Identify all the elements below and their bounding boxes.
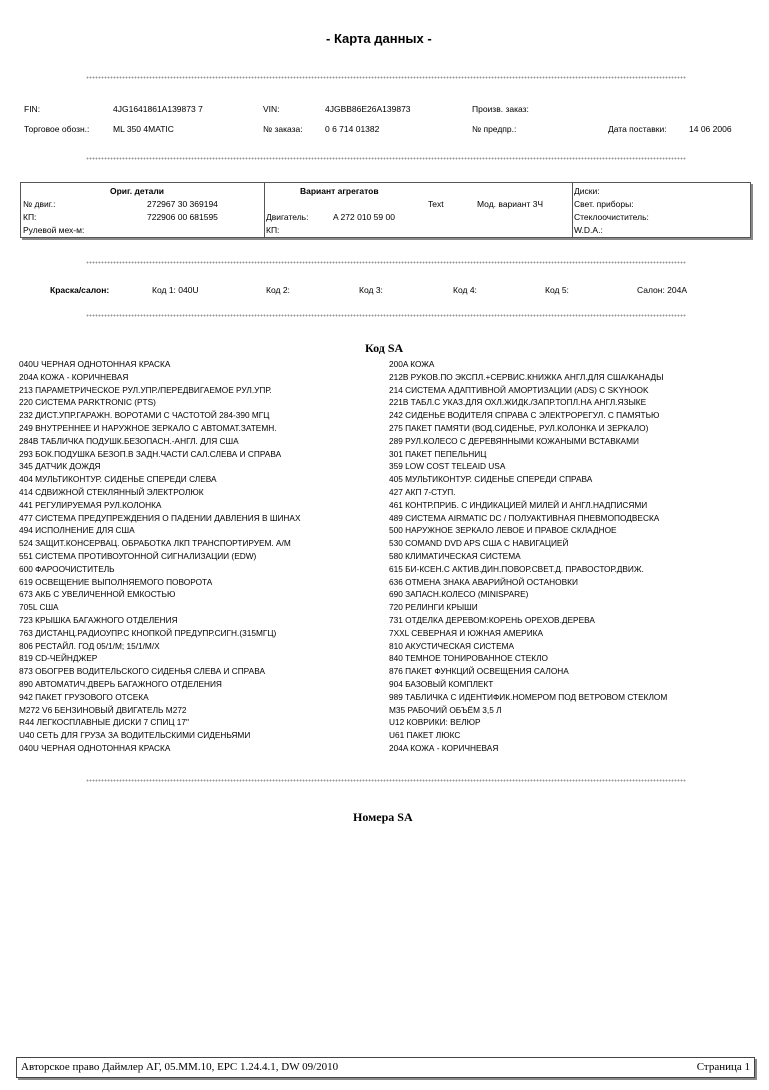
paint-label: Краска/салон: (50, 285, 110, 295)
enterprise-number-label: № предпр.: (472, 124, 517, 134)
steering-label: Рулевой мех-м: (23, 225, 85, 235)
paint-code-3: Код 3: (359, 285, 383, 295)
sa-code-item: 249 ВНУТРЕННЕЕ И НАРУЖНОЕ ЗЕРКАЛО С АВТОМАТ.ЗАТЕМН. (19, 422, 277, 433)
sa-code-item: 461 КОНТР.ПРИБ. С ИНДИКАЦИЕЙ МИЛЕЙ И АНГЛ.НАДПИСЯМИ (389, 499, 648, 510)
sa-code-item: 873 ОБОГРЕВ ВОДИТЕЛЬСКОГО СИДЕНЬЯ СЛЕВА И СПРАВА (19, 666, 265, 677)
page-number: Страница 1 (696, 1061, 750, 1073)
sa-code-item: 731 ОТДЕЛКА ДЕРЕВОМ:КОРЕНЬ ОРЕХОВ.ДЕРЕВА (389, 614, 595, 625)
sa-code-item: 414 СДВИЖНОЙ СТЕКЛЯННЫЙ ЭЛЕКТРОЛЮК (19, 486, 204, 497)
sa-code-item: 494 ИСПОЛНЕНИЕ ДЛЯ США (19, 525, 135, 536)
sa-code-item: R44 ЛЕГКОСПЛАВНЫЕ ДИСКИ 7 СПИЦ 17" (19, 717, 189, 728)
trade-name-value: ML 350 4MATIC (113, 124, 174, 134)
engine-number-label: № двиг.: (23, 199, 56, 209)
production-order-label: Произв. заказ: (472, 104, 529, 114)
paint-code-5: Код 5: (545, 285, 569, 295)
sa-code-item: 619 ОСВЕЩЕНИЕ ВЫПОЛНЯЕМОГО ПОВОРОТА (19, 576, 213, 587)
dotted-divider (86, 314, 686, 317)
sa-code-item: 040U ЧЕРНАЯ ОДНОТОННАЯ КРАСКА (19, 742, 171, 753)
sa-code-item: U12 КОВРИКИ: ВЕЛЮР (389, 717, 481, 728)
fin-label: FIN: (24, 104, 41, 114)
sa-code-item: 477 СИСТЕМА ПРЕДУПРЕЖДЕНИЯ О ПАДЕНИИ ДАВЛЕНИЯ В ШИНАХ (19, 512, 301, 523)
sa-code-item: 301 ПАКЕТ ПЕПЕЛЬНИЦ (389, 448, 487, 459)
sa-code-item: 213 ПАРАМЕТРИЧЕСКОЕ РУЛ.УПР./ПЕРЕДВИГАЕМОЕ РУЛ.УПР. (19, 384, 272, 395)
dotted-divider (86, 261, 686, 264)
sa-code-item: 040U ЧЕРНАЯ ОДНОТОННАЯ КРАСКА (19, 359, 171, 369)
sa-codes-right-column (389, 358, 667, 755)
sa-code-item: 806 РЕСТАЙЛ. ГОД 05/1/М; 15/1/М/Х (19, 640, 160, 651)
sa-code-item: 200A КОЖА (389, 359, 435, 369)
sa-code-item: 840 ТЕМНОЕ ТОНИРОВАННОЕ СТЕКЛО (389, 653, 548, 664)
dotted-divider (86, 76, 686, 79)
sa-numbers-title: Номера SA (353, 810, 413, 824)
sa-code-item: 220 СИСТЕМА PARKTRONIC (PTS) (19, 397, 156, 408)
sa-code-item: 636 ОТМЕНА ЗНАКА АВАРИЙНОЙ ОСТАНОВКИ (389, 576, 578, 587)
parts-table (20, 182, 751, 238)
vin-label: VIN: (263, 104, 280, 114)
sa-code-item: 427 АКП 7-СТУП. (389, 486, 456, 497)
wiper-label: Стеклоочиститель: (574, 212, 649, 222)
sa-code-item: 551 СИСТЕМА ПРОТИВОУГОННОЙ СИГНАЛИЗАЦИИ (EDW) (19, 550, 257, 561)
sa-code-item: 345 ДАТЧИК ДОЖДЯ (19, 461, 101, 472)
sa-code-item: 275 ПАКЕТ ПАМЯТИ (ВОД.СИДЕНЬЕ, РУЛ.КОЛОНКА И ЗЕРКАЛО) (389, 422, 649, 433)
sa-code-item: 580 КЛИМАТИЧЕСКАЯ СИСТЕМА (389, 550, 521, 561)
aggregate-variant-title: Вариант агрегатов (300, 186, 379, 196)
delivery-date-label: Дата поставки: (608, 124, 667, 134)
gearbox-label: КП: (23, 212, 37, 222)
sa-code-item: 819 CD-ЧЕЙНДЖЕР (19, 653, 98, 664)
sa-codes-title: Код SA (365, 341, 404, 355)
sa-code-item: 232 ДИСТ.УПР.ГАРАЖН. ВОРОТАМИ С ЧАСТОТОЙ 284-390 МГЦ (19, 410, 270, 421)
trade-name-label: Торговое обозн.: (24, 124, 90, 134)
sa-code-item: 289 РУЛ.КОЛЕСО С ДЕРЕВЯННЫМИ КОЖАНЫМИ ВСТАВКАМИ (389, 435, 639, 446)
order-number-value: 0 6 714 01382 (325, 124, 380, 134)
sa-code-item: 690 ЗАПАСН.КОЛЕСО (MINISPARE) (389, 589, 529, 600)
original-parts-title: Ориг. детали (110, 186, 164, 196)
sa-code-item: 405 МУЛЬТИКОНТУР. СИДЕНЬЕ СПЕРЕДИ СПРАВА (389, 474, 593, 485)
sa-code-item: 720 РЕЛИНГИ КРЫШИ (389, 602, 478, 613)
sa-code-item: 221B ТАБЛ.С УКАЗ.ДЛЯ ОХЛ.ЖИДК./ЗАПР.ТОПЛ.НА АНГЛ.ЯЗЫКЕ (389, 397, 647, 408)
sa-code-item: 942 ПАКЕТ ГРУЗОВОГО ОТСЕКА (19, 691, 149, 702)
sa-code-item: 204A КОЖА - КОРИЧНЕВАЯ (389, 742, 499, 753)
sa-code-item: M35 РАБОЧИЙ ОБЪЁМ 3,5 Л (389, 704, 502, 715)
sa-code-item: 242 СИДЕНЬЕ ВОДИТЕЛЯ СПРАВА С ЭЛЕКТРОРЕГУЛ. С ПАМЯТЬЮ (389, 410, 660, 421)
dotted-divider (86, 779, 686, 782)
copyright-text: Авторское право Даймлер АГ, 05.MM.10, EPC 1.24.4.1, DW 09/2010 (21, 1061, 339, 1073)
engine-number-value: 272967 30 369194 (147, 199, 218, 209)
sa-code-item: 890 АВТОМАТИЧ.ДВЕРЬ БАГАЖНОГО ОТДЕЛЕНИЯ (19, 678, 222, 689)
delivery-date-value: 14 06 2006 (689, 124, 732, 134)
salon-code: Салон: 204A (637, 285, 688, 295)
sa-code-item: U61 ПАКЕТ ЛЮКС (389, 730, 461, 741)
sa-code-item: 904 БАЗОВЫЙ КОМПЛЕКТ (389, 678, 494, 689)
discs-label: Диски: (574, 186, 600, 196)
vin-value: 4JGBB86E26A139873 (325, 104, 411, 114)
footer (16, 1057, 755, 1078)
order-number-label: № заказа: (263, 124, 303, 134)
gearbox-value: 722906 00 681595 (147, 212, 218, 222)
sa-code-item: 293 БОК.ПОДУШКА БЕЗОП.В ЗАДН.ЧАСТИ САЛ.СЛЕВА И СПРАВА (19, 448, 282, 459)
sa-code-item: 489 СИСТЕМА AIRMATIC DC / ПОЛУАКТИВНАЯ ПНЕВМОПОДВЕСКА (389, 512, 660, 523)
sa-code-item: 876 ПАКЕТ ФУНКЦИЙ ОСВЕЩЕНИЯ САЛОНА (389, 666, 569, 677)
engine-label: Двигатель: (266, 212, 309, 222)
gearbox-2-label: КП: (266, 225, 280, 235)
paint-code-4: Код 4: (453, 285, 477, 295)
page-title: - Карта данных - (326, 31, 432, 46)
sa-code-item: M272 V6 БЕНЗИНОВЫЙ ДВИГАТЕЛЬ М272 (19, 704, 187, 715)
sa-code-item: 763 ДИСТАНЦ.РАДИОУПР.С КНОПКОЙ ПРЕДУПР.СИГН.(315МГЦ) (19, 627, 277, 638)
fin-value: 4JG1641861A139873 7 (113, 104, 203, 114)
sa-code-item: 673 АКБ С УВЕЛИЧЕННОЙ ЕМКОСТЬЮ (19, 589, 176, 600)
sa-code-item: U40 СЕТЬ ДЛЯ ГРУЗА ЗА ВОДИТЕЛЬСКИМИ СИДЕНЬЯМИ (19, 730, 251, 741)
sa-code-item: 705L США (19, 602, 59, 613)
engine-value: A 272 010 59 00 (333, 212, 395, 222)
sa-code-item: 359 LOW COST TELEAID USA (389, 461, 506, 472)
sa-codes-left-column (19, 358, 300, 755)
sa-code-item: 500 НАРУЖНОЕ ЗЕРКАЛО ЛЕВОЕ И ПРАВОЕ СКЛАДНОЕ (389, 525, 617, 536)
lights-label: Свет. приборы: (574, 199, 634, 209)
sa-code-item: 810 АКУСТИЧЕСКАЯ СИСТЕМА (389, 640, 515, 651)
sa-code-item: 615 БИ-КСЕН.С АКТИВ.ДИН.ПОВОР.СВЕТ.Д. ПРАВОСТОР.ДВИЖ. (389, 563, 644, 574)
paint-code-2: Код 2: (266, 285, 290, 295)
paint-code-1: Код 1: 040U (152, 285, 199, 295)
sa-code-item: 204A КОЖА - КОРИЧНЕВАЯ (19, 371, 129, 382)
sa-code-item: 212B РУКОВ.ПО ЭКСПЛ.+СЕРВИС.КНИЖКА АНГЛ.ДЛЯ США/КАНАДЫ (389, 371, 664, 382)
sa-code-item: 441 РЕГУЛИРУЕМАЯ РУЛ.КОЛОНКА (19, 499, 162, 510)
sa-code-item: 600 ФАРООЧИСТИТЕЛЬ (19, 563, 115, 574)
sa-code-item: 214 СИСТЕМА АДАПТИВНОЙ АМОРТИЗАЦИИ (ADS) С SKYHOOK (389, 384, 649, 395)
sa-code-item: 723 КРЫШКА БАГАЖНОГО ОТДЕЛЕНИЯ (19, 614, 178, 625)
mod-variant-label: Мод. вариант 3Ч (477, 199, 544, 209)
sa-code-item: 284B ТАБЛИЧКА ПОДУШК.БЕЗОПАСН.-АНГЛ. ДЛЯ США (19, 435, 239, 446)
wda-label: W.D.A.: (574, 225, 603, 235)
sa-code-item: 530 COMAND DVD APS США С НАВИГАЦИЕЙ (389, 538, 569, 549)
sa-code-item: 524 ЗАЩИТ.КОНСЕРВАЦ. ОБРАБОТКА ЛКП ТРАНСПОРТИРУЕМ. А/М (19, 538, 291, 549)
dotted-divider (86, 157, 686, 160)
sa-code-item: 989 ТАБЛИЧКА С ИДЕНТИФИК.НОМЕРОМ ПОД ВЕТРОВОМ СТЕКЛОМ (389, 691, 668, 702)
text-label: Text (428, 199, 444, 209)
sa-code-item: 7XXL СЕВЕРНАЯ И ЮЖНАЯ АМЕРИКА (389, 627, 544, 638)
sa-code-item: 404 МУЛЬТИКОНТУР. СИДЕНЬЕ СПЕРЕДИ СЛЕВА (19, 474, 217, 485)
